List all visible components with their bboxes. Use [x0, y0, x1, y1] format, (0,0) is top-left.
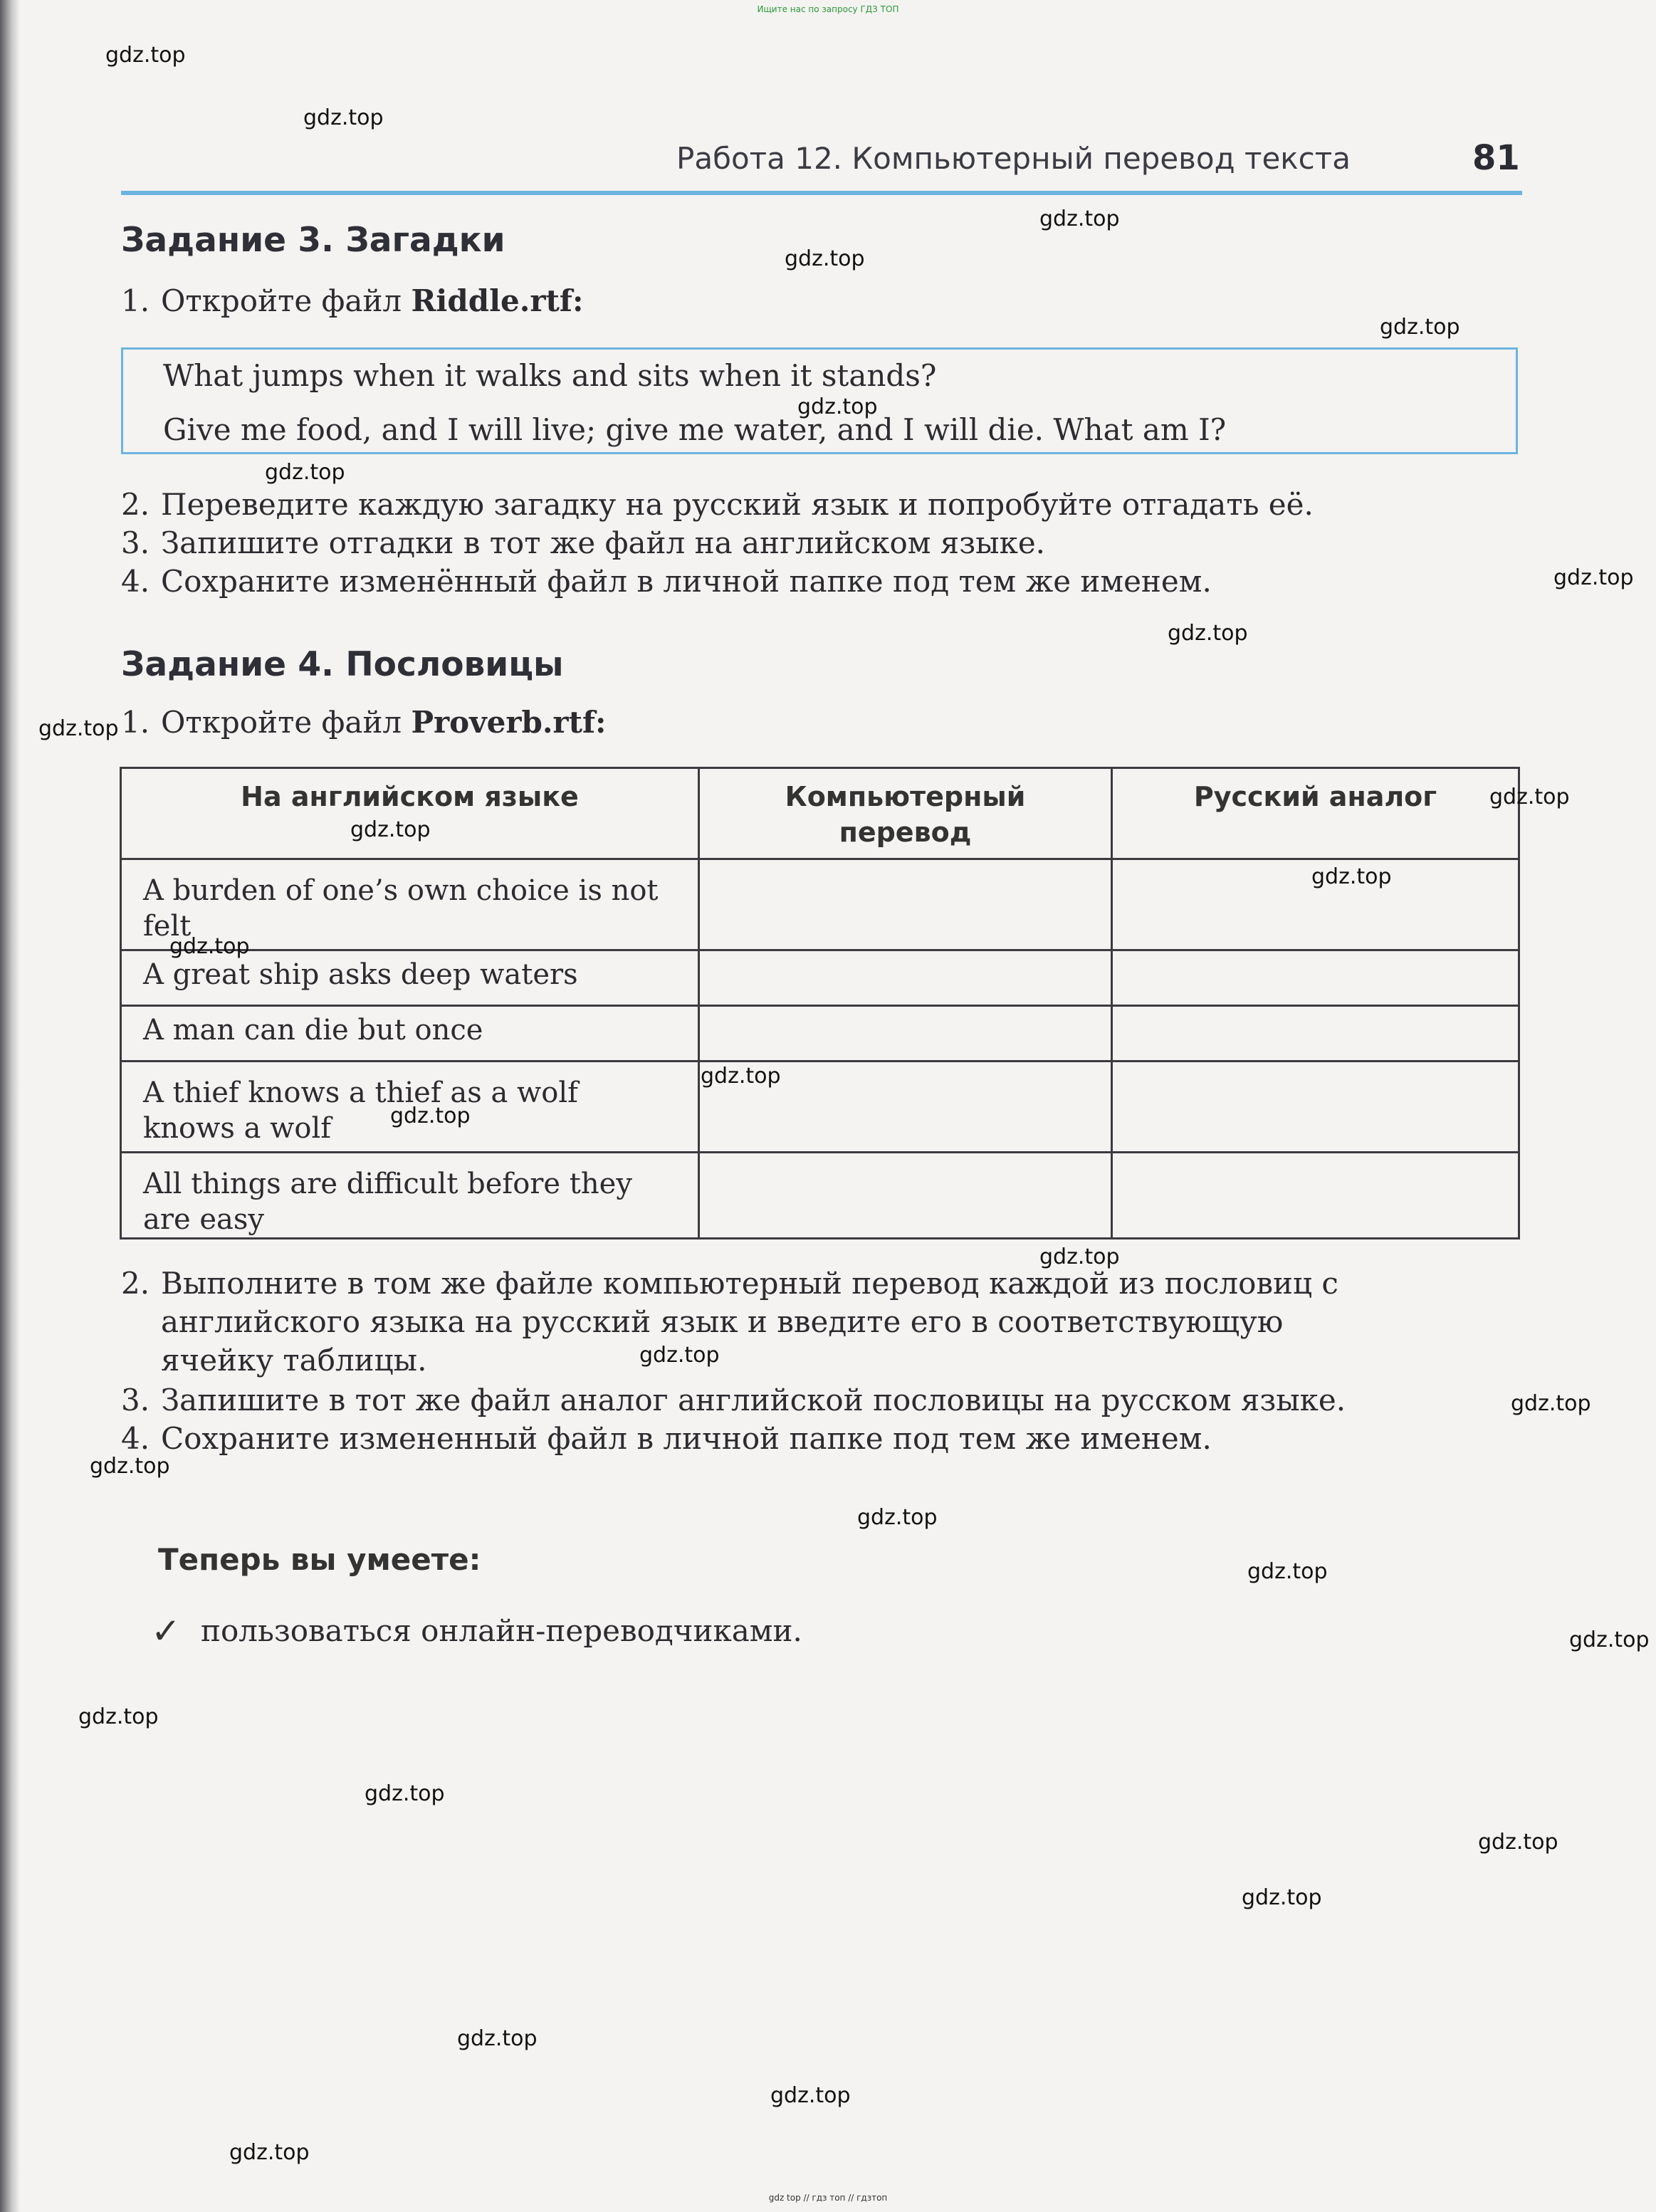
- task4-step3: [121, 1383, 1346, 1417]
- bottom-note: gdz top // гдз топ // гдзтоп: [768, 2193, 888, 2203]
- watermark: gdz.top: [169, 934, 250, 959]
- step-number: 3.: [121, 525, 150, 560]
- file-name: Proverb.rtf:: [411, 705, 607, 740]
- step-text: Запишите отгадки в тот же файл на английском языке.: [161, 525, 1046, 560]
- task3-step1: [121, 283, 583, 318]
- column-header-computer-translation: Компьютерный перевод: [699, 768, 1112, 859]
- task4-heading: Задание 4. Пословицы: [121, 645, 564, 684]
- riddle-line-1: What jumps when it walks and sits when it stands?: [163, 358, 937, 393]
- riddle-line-2: Give me food, and I will live; give me water, and I will die. What am I?: [163, 412, 1227, 447]
- analog-cell[interactable]: [1112, 1153, 1519, 1239]
- task3-step3: [121, 525, 1045, 560]
- watermark: gdz.top: [797, 394, 878, 419]
- task3-heading: Задание 3. Загадки: [121, 221, 505, 260]
- watermark: gdz.top: [1511, 1391, 1591, 1416]
- step-text: Выполните в том же файле компьютерный перевод каждой из пословиц с: [161, 1266, 1338, 1301]
- top-note: Ищите нас по запросу ГДЗ ТОП: [757, 4, 899, 14]
- watermark: gdz.top: [1380, 315, 1460, 340]
- table-row: [121, 1062, 1519, 1153]
- task4-step2-line3: ячейку таблицы.: [161, 1343, 427, 1378]
- watermark: gdz.top: [1039, 206, 1120, 231]
- analog-cell[interactable]: [1112, 1062, 1519, 1153]
- skill-item: пользоваться онлайн-переводчиками.: [201, 1613, 802, 1648]
- watermark: gdz.top: [365, 1781, 445, 1806]
- table-row: [121, 1006, 1519, 1062]
- analog-cell[interactable]: [1112, 1006, 1519, 1062]
- task3-step4: [121, 564, 1212, 599]
- watermark: gdz.top: [38, 716, 119, 741]
- task3-step2: [121, 487, 1314, 522]
- task4-step4: [121, 1421, 1212, 1456]
- step-text: Откройте файл: [161, 283, 412, 318]
- watermark: gdz.top: [701, 1064, 781, 1089]
- watermark: gdz.top: [1311, 864, 1392, 889]
- table-row: [121, 950, 1519, 1006]
- file-name: Riddle.rtf:: [411, 283, 584, 318]
- step-text: Сохраните изменённый файл в личной папке под тем же именем.: [161, 564, 1212, 599]
- table-row: [121, 1153, 1519, 1239]
- task4-step2: [121, 1266, 1338, 1301]
- step-number: 1.: [121, 705, 150, 740]
- column-header-russian-analog: Русский аналог: [1112, 768, 1519, 859]
- watermark: gdz.top: [1478, 1830, 1558, 1855]
- task4-step2-line2: английского языка на русский язык и введите его в соответствующую: [161, 1304, 1284, 1339]
- step-number: 2.: [121, 1266, 150, 1301]
- header-rule: [121, 191, 1522, 195]
- column-header-english: На английском языке: [121, 768, 699, 859]
- watermark: gdz.top: [639, 1343, 720, 1368]
- watermark: gdz.top: [229, 2140, 310, 2165]
- watermark: gdz.top: [1489, 785, 1570, 809]
- watermark: gdz.top: [1569, 1627, 1650, 1652]
- watermark: gdz.top: [857, 1505, 938, 1530]
- watermark: gdz.top: [1553, 565, 1634, 590]
- page-binding-shadow: [0, 0, 20, 2212]
- skills-title: Теперь вы умеете:: [158, 1542, 481, 1577]
- analog-cell[interactable]: [1112, 950, 1519, 1006]
- proverb-cell: A thief knows a thief as a wolf knows a wolf: [121, 1062, 699, 1153]
- proverb-cell: A burden of one’s own choice is not felt: [121, 859, 699, 950]
- translation-cell[interactable]: [699, 1006, 1112, 1062]
- step-text: Переведите каждую загадку на русский язык и попробуйте отгадать её.: [161, 487, 1314, 522]
- translation-cell[interactable]: [699, 859, 1112, 950]
- step-number: 4.: [121, 564, 150, 599]
- watermark: gdz.top: [90, 1454, 170, 1479]
- step-number: 3.: [121, 1383, 150, 1417]
- step-text: Откройте файл: [161, 705, 412, 740]
- watermark: gdz.top: [78, 1704, 159, 1729]
- page-number: 81: [1472, 138, 1520, 178]
- watermark: gdz.top: [105, 43, 186, 68]
- watermark: gdz.top: [265, 460, 345, 485]
- translation-cell[interactable]: [699, 950, 1112, 1006]
- table-row: [121, 859, 1519, 950]
- step-number: 2.: [121, 487, 150, 522]
- proverb-cell: A great ship asks deep waters: [121, 950, 699, 1006]
- watermark: gdz.top: [303, 105, 384, 130]
- watermark: gdz.top: [390, 1104, 471, 1128]
- translation-cell[interactable]: [699, 1153, 1112, 1239]
- watermark: gdz.top: [1168, 621, 1248, 646]
- watermark: gdz.top: [1247, 1559, 1328, 1584]
- watermark: gdz.top: [457, 2026, 538, 2051]
- step-text: Запишите в тот же файл аналог английской пословицы на русском языке.: [161, 1383, 1346, 1417]
- proverbs-table: [120, 767, 1520, 1239]
- task4-step1: [121, 705, 607, 740]
- page-header-title: Работа 12. Компьютерный перевод текста: [676, 141, 1351, 176]
- watermark: gdz.top: [785, 246, 865, 271]
- step-number: 4.: [121, 1421, 150, 1456]
- table-header-row: [121, 768, 1519, 859]
- watermark: gdz.top: [770, 2083, 851, 2108]
- checkmark-icon: ✓: [151, 1610, 181, 1652]
- watermark: gdz.top: [350, 817, 431, 842]
- watermark: gdz.top: [1039, 1244, 1120, 1269]
- watermark: gdz.top: [1242, 1885, 1322, 1910]
- step-number: 1.: [121, 283, 150, 318]
- step-text: Сохраните измененный файл в личной папке под тем же именем.: [161, 1421, 1212, 1456]
- proverb-cell: A man can die but once: [121, 1006, 699, 1062]
- proverb-cell: All things are difficult before they are easy: [121, 1153, 699, 1239]
